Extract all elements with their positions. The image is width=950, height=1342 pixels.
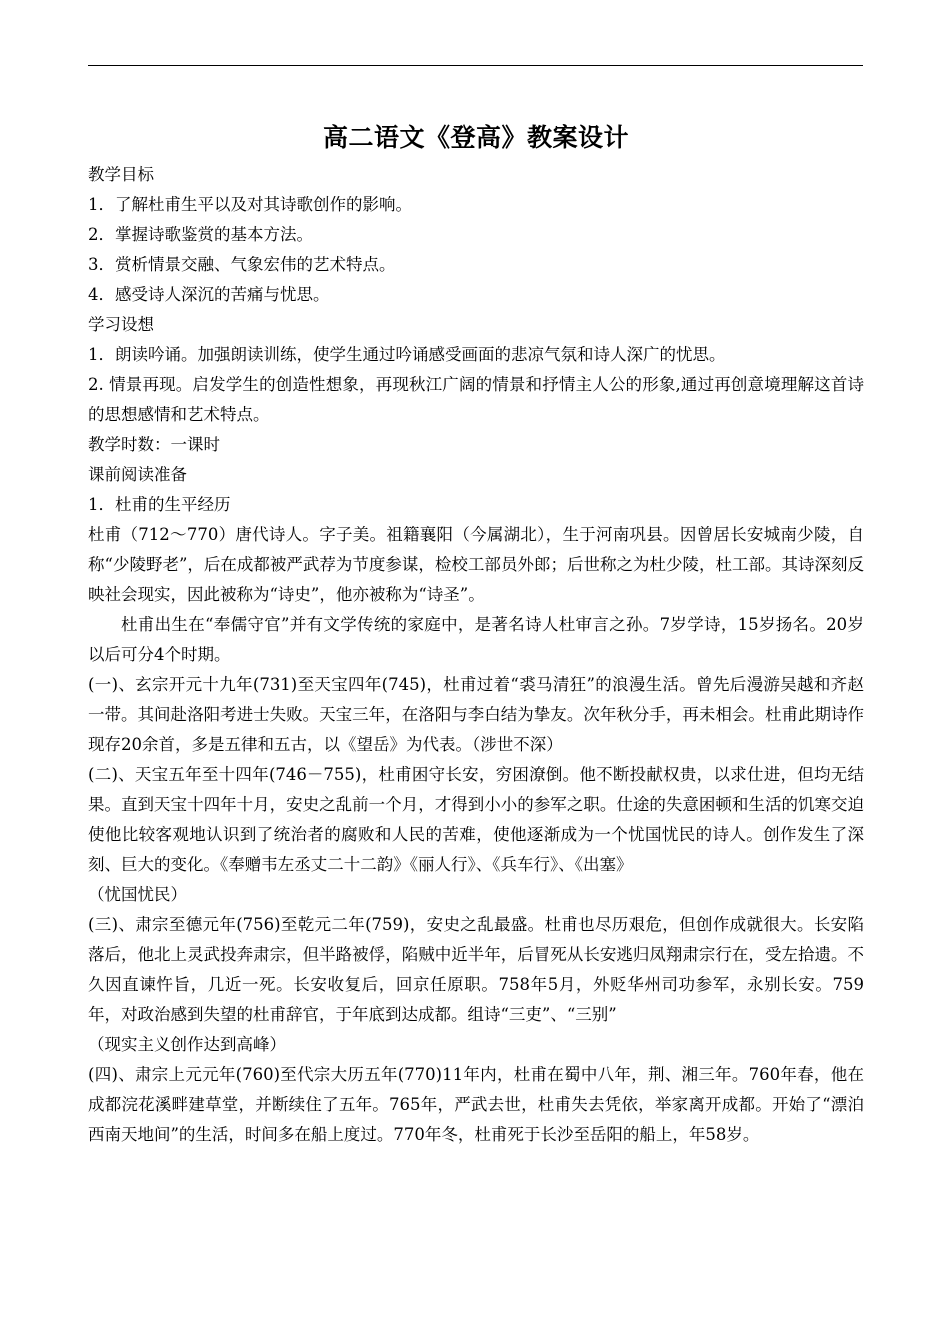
period-2: (二)、天宝五年至十四年(746－755)，杜甫困守长安，穷困潦倒。他不断投献权贵，以求仕进，但均无结果。直到天宝十四年十月，安史之乱前一个月，才得到小小的参军之职。仕途的失意困顿和生活的饥寒交迫使他比较客观地认识到了统治者的腐败和人民的苦难，使他逐渐成为一个忧国忧民的诗人。创作发生了深刻、巨大的变化。《奉赠韦左丞丈二十二韵》《丽人行》、《兵车行》、《出塞》: [88, 765, 864, 874]
paragraph-biography: 杜甫（712～770）唐代诗人。字子美。祖籍襄阳（今属湖北），生于河南巩县。因曾居长安城南少陵，自称“少陵野老”，后在成都被严武荐为节度参谋，检校工部员外郎；后世称之为杜少陵，杜工部。其诗深刻反映社会现实，因此被称为“诗史”，他亦被称为“诗圣”。: [88, 525, 864, 604]
subheading-du-fu-life: 1．杜甫的生平经历: [88, 495, 231, 514]
header-rule: [88, 65, 863, 66]
period-3: (三)、肃宗至德元年(756)至乾元二年(759)，安史之乱最盛。杜甫也尽历艰危，但创作成就很大。长安陷落后，他北上灵武投奔肃宗，但半路被俘，陷贼中近半年，后冒死从长安逃归凤翔肃宗行在，受左拾遗。不久因直谏忤旨，几近一死。长安收复后，回京任原职。758年5月，外贬华州司功参军，永别长安。759年，对政治感到失望的杜甫辞官，于年底到达成都。组诗“三吏”、“三别”: [88, 915, 864, 1024]
period-4: (四)、肃宗上元元年(760)至代宗大历五年(770)11年内，杜甫在蜀中八年，荆、湘三年。760年春，他在成都浣花溪畔建草堂，并断续住了五年。765年，严武去世，杜甫失去凭依，举家离开成都。开始了“漂泊西南天地间”的生活，时间多在船上度过。770年冬，杜甫死于长沙至岳阳的船上，年58岁。: [88, 1065, 864, 1144]
plan-item-1: 1．朗读吟诵。加强朗读训练，使学生通过吟诵感受画面的悲凉气氛和诗人深广的忧思。: [88, 345, 726, 364]
period-2-note: （忧国忧民）: [88, 885, 187, 904]
document-page: [88, 116, 864, 1150]
goal-item-4: 4．感受诗人深沉的苦痛与忧思。: [88, 285, 330, 304]
teaching-hours: 教学时数：一课时: [88, 435, 220, 454]
period-3-note: （现实主义创作达到高峰）: [88, 1035, 286, 1054]
document-title: 高二语文《登高》教案设计: [322, 123, 629, 152]
plan-item-2: 2. 情景再现。启发学生的创造性想象，再现秋江广阔的情景和抒情主人公的形象,通过再创意境理解这首诗的思想感情和艺术特点。: [88, 375, 864, 424]
period-1: (一)、玄宗开元十九年(731)至天宝四年(745)，杜甫过着“裘马清狂”的浪漫生活。曾先后漫游吴越和齐赵一带。其间赴洛阳考进士失败。天宝三年，在洛阳与李白结为挚友。次年秋分手，再未相会。杜甫此期诗作现存20余首，多是五律和五古，以《望岳》为代表。（涉世不深）: [88, 675, 864, 754]
goal-item-3: 3．赏析情景交融、气象宏伟的艺术特点。: [88, 255, 396, 274]
goal-item-2: 2．掌握诗歌鉴赏的基本方法。: [88, 225, 313, 244]
heading-learning-plan: 学习设想: [88, 315, 154, 334]
heading-teaching-goals: 教学目标: [88, 165, 154, 184]
heading-pre-reading: 课前阅读准备: [88, 465, 187, 484]
goal-item-1: 1．了解杜甫生平以及对其诗歌创作的影响。: [88, 195, 412, 214]
paragraph-family: 杜甫出生在“奉儒守官”并有文学传统的家庭中，是著名诗人杜审言之孙。7岁学诗，15岁扬名。20岁以后可分4个时期。: [88, 615, 864, 664]
